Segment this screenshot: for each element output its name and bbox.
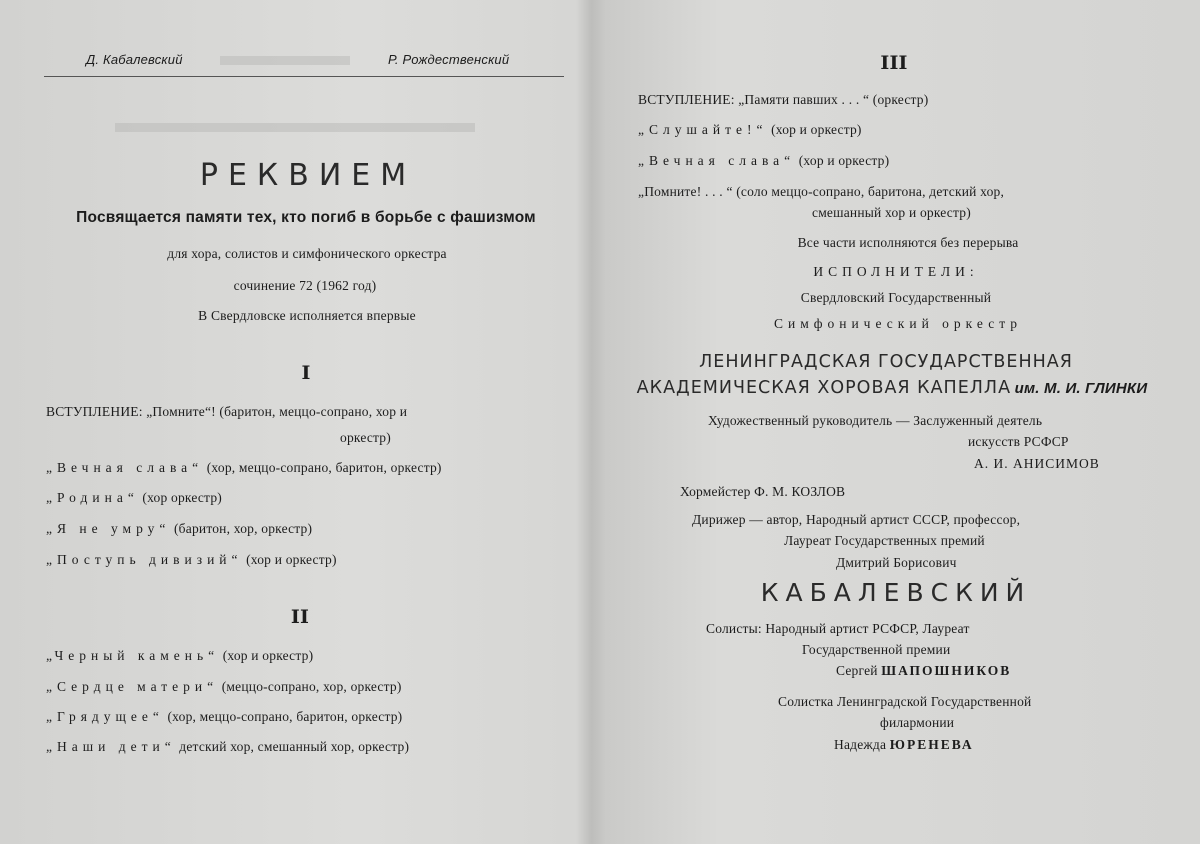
- soloist: Сергей ШАПОШНИКОВ: [836, 663, 1012, 678]
- part-numeral: I: [301, 362, 311, 384]
- orchestra-line: Симфонический оркестр: [773, 316, 1023, 331]
- soloist: Надежда ЮРЕНЕВА: [834, 737, 974, 752]
- conductor: Лауреат Государственных премий: [784, 533, 985, 548]
- chapel-name: ЛЕНИНГРАДСКАЯ ГОСУДАРСТВЕННАЯ: [699, 352, 1073, 372]
- movement-note-cont: оркестр): [340, 430, 391, 445]
- conductor: Дирижер — автор, Народный артист СССР, профессор,: [692, 512, 1021, 527]
- choirmaster: Хормейстер Ф. М. КОЗЛОВ: [680, 484, 846, 499]
- header-rule: [44, 76, 564, 77]
- conductor-surname: КАБАЛЕВСКИЙ: [760, 578, 1032, 607]
- movement: „Слушайте!“ (хор и оркестр): [638, 122, 862, 137]
- bleed-through: [115, 123, 475, 132]
- no-break-note: Все части исполняются без перерыва: [797, 235, 1019, 250]
- soloist: Солисты: Народный артист РСФСР, Лауреат: [706, 621, 970, 636]
- performers-heading: ИСПОЛНИТЕЛИ:: [813, 264, 979, 279]
- chapel-name: АКАДЕМИЧЕСКАЯ ХОРОВАЯ КАПЕЛЛА им. М. И. ГЛИНКИ: [636, 378, 1148, 398]
- movement: „Родина“ (хор оркестр): [46, 490, 222, 505]
- page-title: РЕКВИЕМ: [199, 158, 417, 193]
- part-numeral: II: [290, 606, 310, 628]
- director: Художественный руководитель — Заслуженный деятель: [708, 413, 1043, 428]
- opus: сочинение 72 (1962 год): [233, 278, 377, 293]
- orchestra-line: Свердловский Государственный: [800, 290, 992, 305]
- movement: „Наши дети“ детский хор, смешанный хор, оркестр): [46, 739, 410, 754]
- director-name: А. И. АНИСИМОВ: [974, 456, 1100, 471]
- poet-name: Р. Рождественский: [388, 52, 510, 67]
- composer-name: Д. Кабалевский: [86, 52, 183, 67]
- dedication: Посвящается памяти тех, кто погиб в борьбе с фашизмом: [76, 209, 536, 226]
- premiere-note: В Свердловске исполняется впервые: [198, 308, 416, 323]
- movement: „Помните! . . . “ (соло меццо-сопрано, баритона, детский хор,: [638, 184, 1005, 199]
- soloist: Государственной премии: [802, 642, 951, 657]
- movement: ВСТУПЛЕНИЕ: „Помните“! (баритон, меццо-сопрано, хор и: [46, 404, 408, 419]
- director: искусств РСФСР: [968, 434, 1069, 449]
- movement: ВСТУПЛЕНИЕ: „Памяти павших . . . “ (оркестр): [638, 92, 929, 107]
- soloist: Солистка Ленинградской Государственной: [778, 694, 1032, 709]
- right-page: [600, 0, 1200, 844]
- movement: „Сердце матери“ (меццо-сопрано, хор, оркестр): [46, 679, 402, 694]
- movement: „Грядущее“ (хор, меццо-сопрано, баритон, оркестр): [46, 709, 403, 724]
- movement: „Вечная слава“ (хор, меццо-сопрано, баритон, оркестр): [46, 460, 442, 475]
- movement-note-cont: смешанный хор и оркестр): [812, 205, 971, 220]
- left-page: [0, 0, 592, 844]
- subtitle: для хора, солистов и симфонического оркестра: [167, 246, 447, 261]
- bleed-through: [220, 56, 350, 65]
- movement: „Поступь дивизий“ (хор и оркестр): [46, 552, 337, 567]
- movement: „Я не умру“ (баритон, хор, оркестр): [46, 521, 313, 536]
- conductor: Дмитрий Борисович: [836, 555, 957, 570]
- soloist: филармонии: [880, 715, 955, 730]
- movement: „Вечная слава“ (хор и оркестр): [638, 153, 890, 168]
- part-numeral: III: [880, 52, 908, 74]
- movement: „Черный камень“ (хор и оркестр): [46, 648, 314, 663]
